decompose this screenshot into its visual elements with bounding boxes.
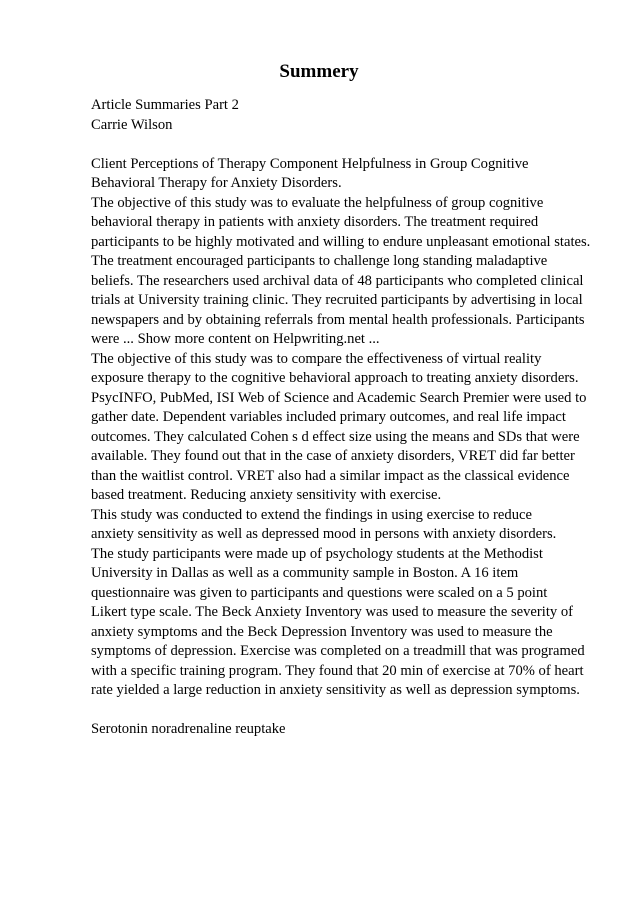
body-line: based treatment. Reducing anxiety sensitivity with exercise. [91,487,442,503]
body-line: rate yielded a large reduction in anxiety sensitivity as well as depression symptoms. [91,682,580,698]
document-content [91,96,591,740]
body-line: anxiety symptoms and the Beck Depression Inventory was used to measure the [91,623,553,640]
body-line: This study was conducted to extend the findings in using exercise to reduce [91,506,532,523]
paragraph-gap [91,701,591,721]
body-line: Client Perceptions of Therapy Component Helpfulness in Group Cognitive [91,155,529,172]
body-line: The study participants were made up of psychology students at the Methodist [91,545,543,562]
summary-body [91,155,591,701]
body-line: The treatment encouraged participants to challenge long standing maladaptive [91,253,548,269]
body-line: than the waitlist control. VRET also had a similar impact as the classical evidence [91,467,570,484]
document-subtitle: Article Summaries Part 2 [91,97,239,113]
body-line: symptoms of depression. Exercise was completed on a treadmill that was programed [91,643,585,659]
body-line: anxiety sensitivity as well as depressed mood in persons with anxiety disorders. [91,526,557,542]
body-line: questionnaire was given to participants and questions were scaled on a 5 point [91,584,548,601]
body-line: newspapers and by obtaining referrals from mental health professionals. Participants [91,311,585,328]
body-line: were ... Show more content on Helpwriting.net ... [91,331,380,347]
body-line: gather date. Dependent variables included primary outcomes, and real life impact [91,409,566,425]
body-line: participants to be highly motivated and willing to endure unpleasant emotional states. [91,233,591,250]
body-line: exposure therapy to the cognitive behavioral approach to treating anxiety disorders. [91,370,579,386]
document-author: Carrie Wilson [91,116,173,133]
body-line: behavioral therapy in patients with anxiety disorders. The treatment required [91,214,539,230]
body-line: The objective of this study was to evaluate the helpfulness of group cognitive [91,194,544,211]
body-line: University in Dallas as well as a community sample in Boston. A 16 item [91,565,519,581]
body-line: The objective of this study was to compare the effectiveness of virtual reality [91,350,542,367]
closing-line: Serotonin noradrenaline reuptake [91,721,286,737]
body-line: available. They found out that in the case of anxiety disorders, VRET did far better [91,448,575,464]
body-line: outcomes. They calculated Cohen s d effect size using the means and SDs that were [91,428,580,445]
body-line: Behavioral Therapy for Anxiety Disorders. [91,175,342,191]
document-title: Summery [279,61,359,82]
body-line: beliefs. The researchers used archival data of 48 participants who completed clinical [91,272,584,289]
body-line: trials at University training clinic. They recruited participants by advertising in local [91,292,583,308]
body-line: with a specific training program. They found that 20 min of exercise at 70% of heart [91,662,584,679]
paragraph-gap [91,135,591,155]
body-line: PsycINFO, PubMed, ISI Web of Science and Academic Search Premier were used to [91,389,587,406]
body-line: Likert type scale. The Beck Anxiety Inventory was used to measure the severity of [91,604,573,620]
